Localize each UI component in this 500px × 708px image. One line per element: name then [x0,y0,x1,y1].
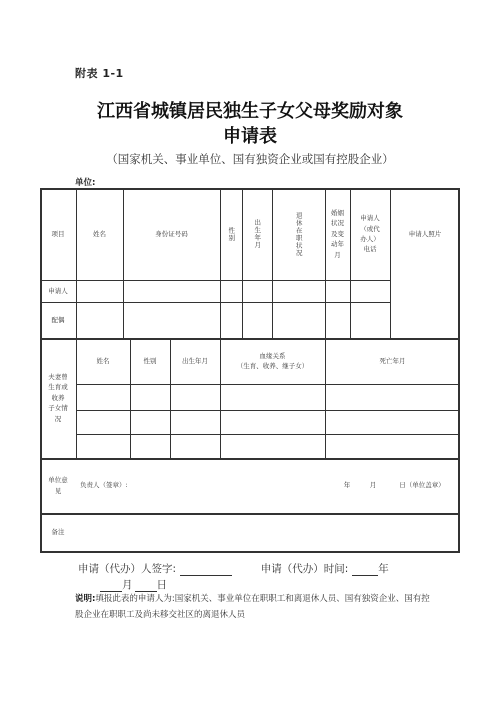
header-birth: 出生年月 [253,219,262,249]
year-label: 年 [378,563,389,575]
row-spouse: 配偶 [51,315,65,324]
header-photo: 申请人照片 [408,229,442,238]
page-subtitle: （国家机关、事业单位、国有独资企业或国有控股企业） [106,152,394,166]
note-label: 说明: [75,594,96,604]
table-border-bottom [40,551,460,553]
remarks-label: 备注 [51,527,65,536]
row-applicant: 申请人 [48,286,68,295]
row-line [40,280,390,281]
children-header-name: 姓名 [96,356,110,365]
row-line [76,384,460,385]
children-header-relation: 血缘关系 （生育、收养、继子女） [236,351,309,370]
unit-opinion-year: 年 [343,481,351,490]
row-line [76,410,460,411]
photo-box[interactable] [390,280,460,338]
day-label: 日 [156,579,167,591]
note [75,591,435,623]
responsible-signature: 负责人（签章）: [80,481,128,490]
unit-opinion-label: 单位意 见 [48,476,68,495]
page-title: 江西省城镇居民独生子女父母奖励对象 [97,101,403,122]
row-line [40,302,390,303]
header-marriage: 婚姻 状况 及变 动年 月 [331,209,344,259]
header-retire-status: 退休在职状况 [294,211,303,257]
page-title-line2: 申请表 [223,126,277,147]
children-header-death: 死亡年月 [379,356,406,365]
children-header-birth: 出生年月 [182,356,208,365]
attachment-label: 附表 1-1 [75,67,124,80]
header-phone: 申请人 （或代 办人） 电话 [360,214,380,254]
time-label: 申请（代办）时间: [260,563,349,575]
header-name: 姓名 [93,229,106,238]
note-text: 填报此表的申请人为:国家机关、事业单位在职职工和离退休人员、国有独资企业、国有控股企业在职职工及尚未移交社区的离退休人员 [75,594,430,621]
header-id-number: 身份证号码 [155,229,188,238]
header-gender: 性别 [227,226,236,242]
signature-line [78,561,389,576]
application-table [40,188,460,553]
signature-date-line [100,577,167,592]
row-line [40,513,460,515]
signer-blank[interactable] [180,564,232,576]
signer-label: 申请（代办）人签字: [78,563,177,575]
month-label: 月 [122,579,133,591]
header-item: 项目 [51,229,65,238]
unit-label: 单位: [75,178,96,188]
unit-opinion-day-seal: 日（单位盖章） [399,481,445,490]
row-line [76,434,460,435]
year-blank[interactable] [352,564,378,576]
children-label: 夫妻曾 生育或 收养 子女情 况 [48,373,68,423]
unit-opinion-month: 月 [369,481,377,490]
children-header-gender: 性别 [143,356,157,365]
